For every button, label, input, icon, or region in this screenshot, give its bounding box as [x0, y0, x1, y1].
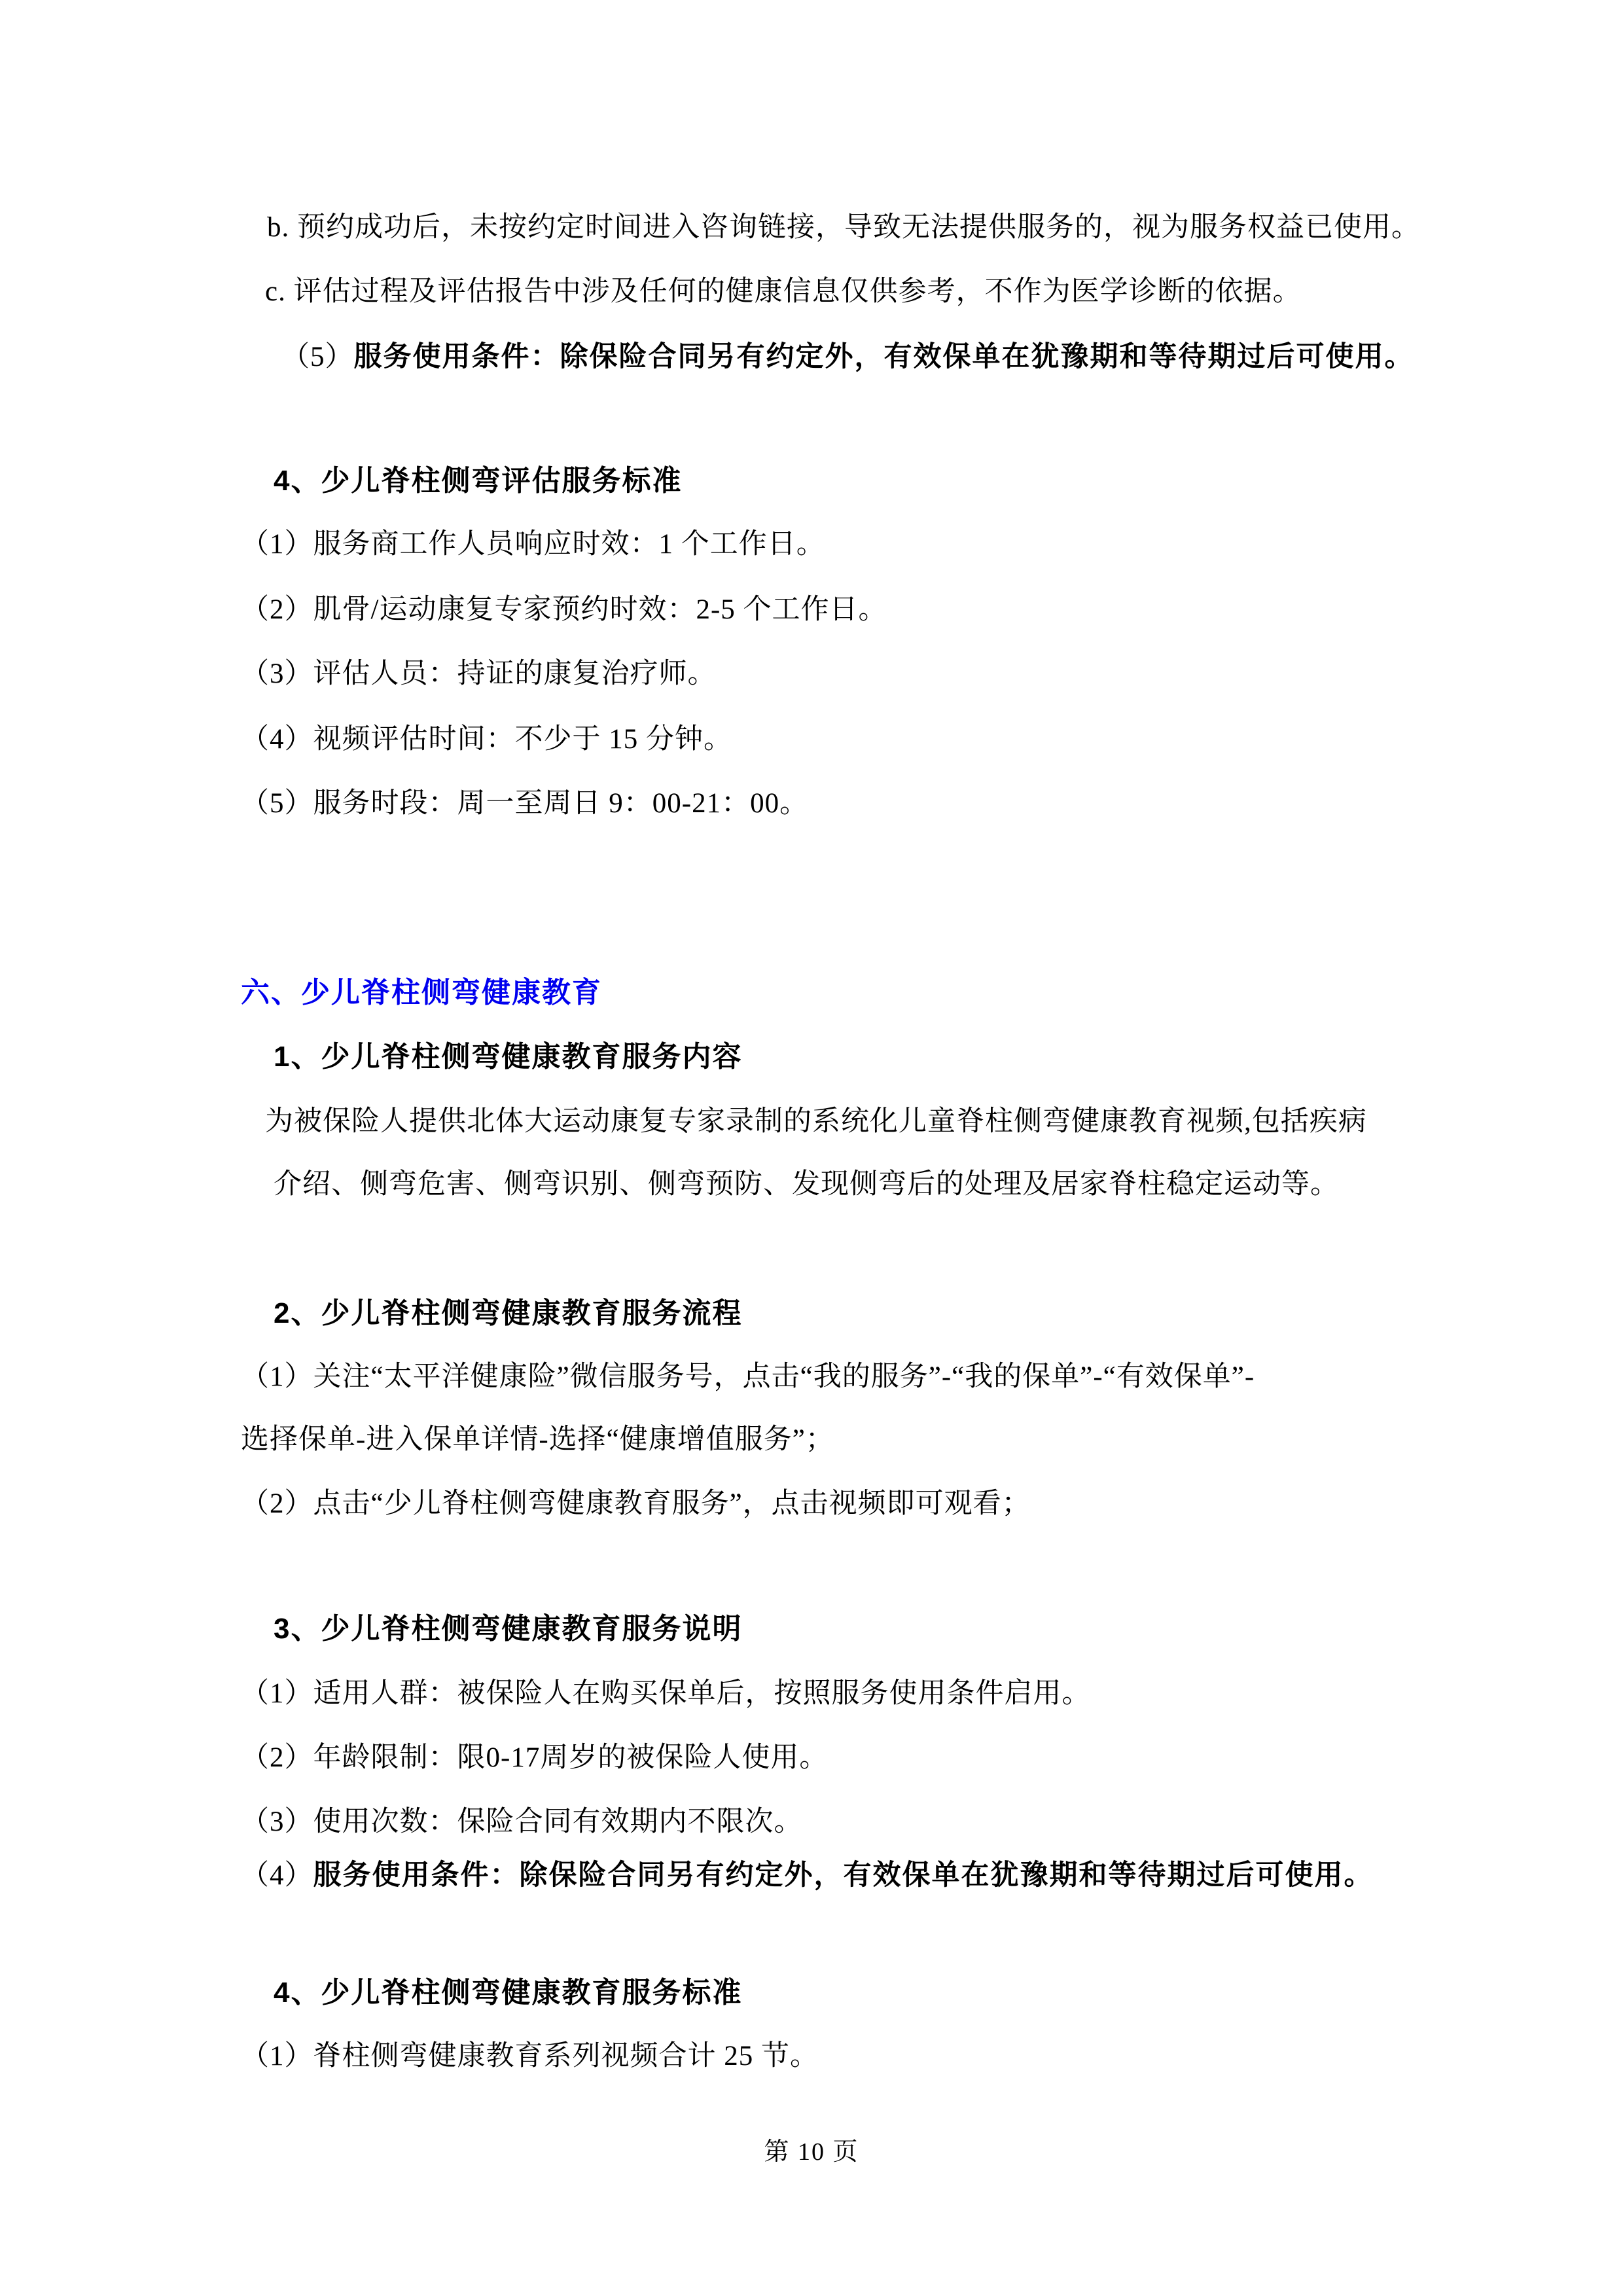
section-6-heading: 六、少儿脊柱侧弯健康教育 — [241, 977, 602, 1009]
item-bold-text: 服务使用条件：除保险合同另有约定外，有效保单在犹豫期和等待期过后可使用。 — [313, 1859, 1374, 1891]
item-number: （5） — [281, 342, 354, 372]
education-standard-item-1: （1）脊柱侧弯健康教育系列视频合计 25 节。 — [241, 2041, 819, 2072]
assessment-standard-item-2: （2）肌骨/运动康复专家预约时效：2-5 个工作日。 — [241, 594, 887, 625]
process-item-1-line-2: 选择保单-进入保单详情-选择“健康增值服务”； — [241, 1424, 834, 1455]
assessment-standard-item-4: （4）视频评估时间：不少于 15 分钟。 — [241, 724, 732, 755]
clause-c: c. 评估过程及评估报告中涉及任何的健康信息仅供参考，不作为医学诊断的依据。 — [265, 276, 1302, 307]
description-item-1: （1）适用人群：被保险人在购买保单后，按照服务使用条件启用。 — [241, 1678, 1091, 1709]
description-item-4-usage-condition — [241, 1857, 1374, 1894]
description-item-2: （2）年龄限制：限0-17周岁的被保险人使用。 — [241, 1742, 829, 1773]
process-item-2: （2）点击“少儿脊柱侧弯健康教育服务”，点击视频即可观看； — [241, 1488, 1031, 1519]
heading-education-service-process: 2、少儿脊柱侧弯健康教育服务流程 — [274, 1297, 743, 1329]
assessment-standard-item-1: （1）服务商工作人员响应时效：1 个工作日。 — [241, 529, 825, 560]
heading-education-service-description: 3、少儿脊柱侧弯健康教育服务说明 — [274, 1613, 743, 1645]
assessment-standard-item-3: （3）评估人员：持证的康复治疗师。 — [241, 658, 717, 689]
item-5-usage-condition — [281, 339, 1414, 376]
heading-assessment-service-standard: 4、少儿脊柱侧弯评估服务标准 — [274, 465, 683, 497]
item-number: （4） — [241, 1860, 313, 1891]
clause-b: b. 预约成功后，未按约定时间进入咨询链接，导致无法提供服务的，视为服务权益已使用。 — [267, 212, 1420, 243]
assessment-standard-item-5: （5）服务时段：周一至周日 9：00-21：00。 — [241, 788, 809, 819]
process-item-1-line-1: （1）关注“太平洋健康险”微信服务号，点击“我的服务”-“我的保单”-“有效保单”- — [241, 1361, 1255, 1392]
item-bold-text: 服务使用条件：除保险合同另有约定外，有效保单在犹豫期和等待期过后可使用。 — [353, 341, 1414, 372]
description-item-3: （3）使用次数：保险合同有效期内不限次。 — [241, 1806, 803, 1837]
education-content-paragraph-line-1: 为被保险人提供北体大运动康复专家录制的系统化儿童脊柱侧弯健康教育视频,包括疾病 — [265, 1106, 1367, 1137]
heading-education-service-standard: 4、少儿脊柱侧弯健康教育服务标准 — [274, 1977, 743, 2009]
page-number-footer: 第 10 页 — [764, 2138, 859, 2166]
heading-education-service-content: 1、少儿脊柱侧弯健康教育服务内容 — [274, 1041, 743, 1073]
education-content-paragraph-line-2: 介绍、侧弯危害、侧弯识别、侧弯预防、发现侧弯后的处理及居家脊柱稳定运动等。 — [274, 1169, 1339, 1200]
